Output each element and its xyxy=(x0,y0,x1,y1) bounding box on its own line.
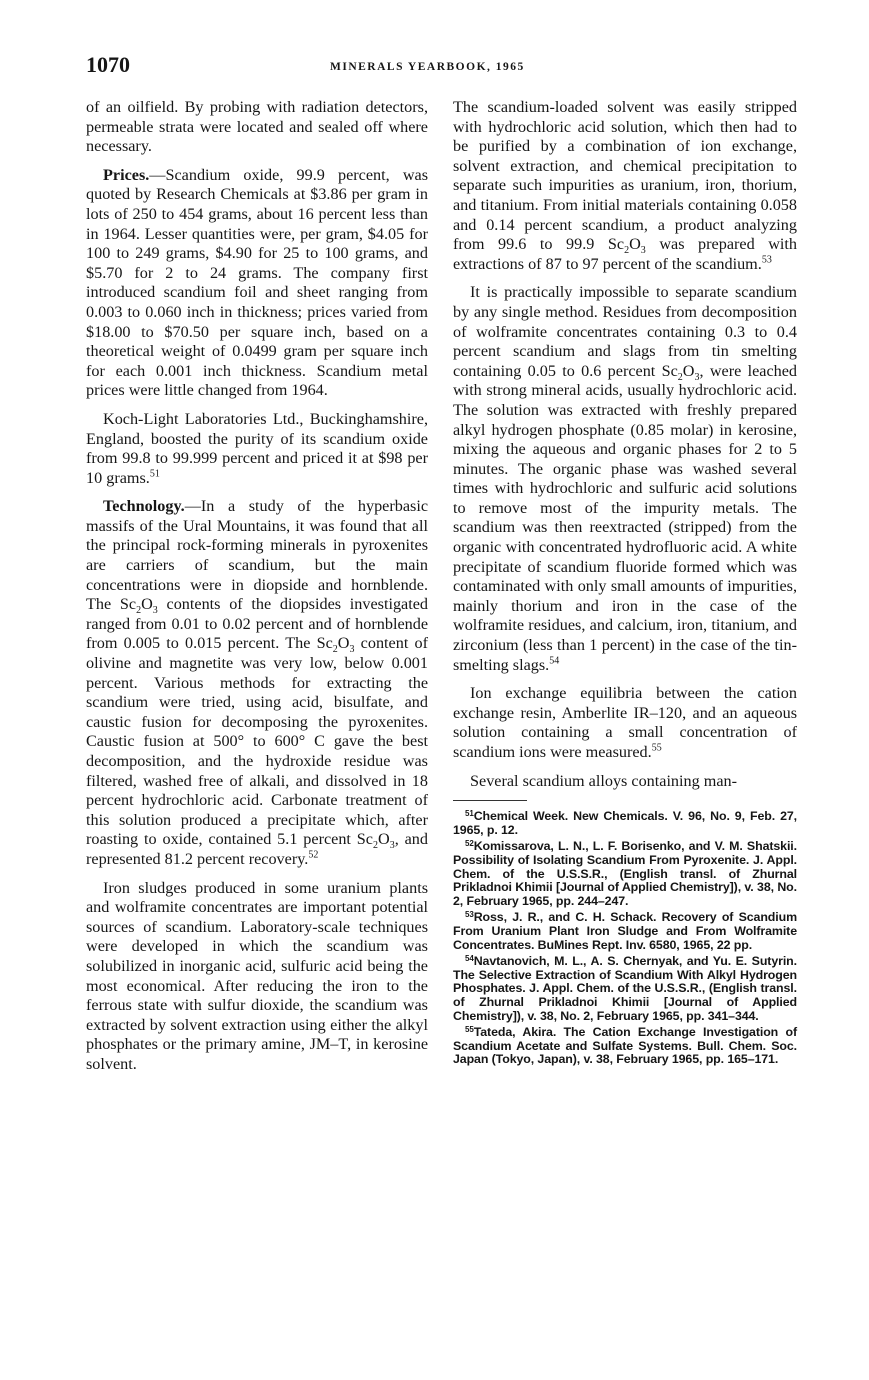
paragraph-separation xyxy=(453,283,797,675)
footnote-number: 51 xyxy=(465,809,474,819)
ion-exchange-text: Ion exchange equilibria between the cation exchange resin, Amberlite IR–120, and an aqueous solution containing a small concentration of scandium ions were measured. xyxy=(453,684,797,761)
footnote-53 xyxy=(453,908,797,952)
koch-text: Koch-Light Laboratories Ltd., Buckinghamshire, England, boosted the purity of its scandium oxide from 99.8 to 99.999 percent and priced it at $98 per 10 grams. xyxy=(86,409,428,487)
separation-text-b: O xyxy=(682,361,695,380)
technology-text-d: O xyxy=(337,634,350,653)
subscript-3: 3 xyxy=(694,371,700,383)
stripped-text-a: The scandium-loaded solvent was easily stripped with hydrochloric acid solution, which then had to be purified by a combination of ion exchange, solvent extraction, and chemical precipitation to separate such impurities as uranium, iron, thorium, and titanium. From initial materials containing 0.058 and 0.14 percent scandium, a product analyzing from 99.6 to 99.9 Sc xyxy=(453,98,797,254)
running-head: MINERALS YEARBOOK, 1965 xyxy=(330,61,525,73)
footnote-text: Komissarova, L. N., L. F. Borisenko, and V. M. Shatskii. Possibility of Isolating Scandium From Pyroxenite. J. Appl. Chem. of the U.S.S.R., (English transl. of Zhurnal Prikladnoi Khimii [Journal of Applied Chemistry]), v. 38, No. 2, February 1965, pp. 244–247. xyxy=(453,839,797,908)
technology-text-e: content of olivine and magnetite was very low, below 0.001 percent. Various methods for extracting the scandium were tried, using acid, bisulfate, and caustic fusion for decomposing the pyroxenites. Caustic fusion at 500° to 600° C gave the best decomposition, and the hydroxide residue was filtered, washed free of alkali, and dissolved in 18 percent hydrochloric acid. Carbonate treatment of this solution produced a precipitate which, after roasting to oxide, contained 5.1 percent Sc xyxy=(86,634,428,849)
footnote-divider xyxy=(453,800,527,801)
subscript-2: 2 xyxy=(624,245,630,257)
right-column xyxy=(453,98,797,1067)
paragraph-oilfield: of an oilfield. By probing with radiation detectors, permeable strata were located and sealed off where necessary. xyxy=(86,98,428,156)
prices-heading: Prices. xyxy=(103,165,150,184)
left-column xyxy=(86,98,428,1084)
subscript-3: 3 xyxy=(389,840,395,852)
paragraph-technology xyxy=(86,497,428,869)
subscript-2: 2 xyxy=(136,605,142,617)
page-number: 1070 xyxy=(86,52,130,77)
separation-text-c: , were leached with strong mineral acids, usually hydrochloric acid. The solution was extracted with freshly prepared alkyl hydrogen phosphate (0.85 molar) in kerosine, mixing the aqueous and organic phases for 2 to 5 minutes. The organic phase was washed several times with hydrochloric and sulfuric acid solutions to remove most of the impurity metals. The scandium was then reextracted (stripped) from the organic with concentrated hydrofluoric acid. A white precipitate of scandium fluoride formed which was contaminated with only small amounts of impurities, mainly thorium and iron in the case of the wolframite residues, and calcium, iron, titanium, and zirconium (less than 1 percent) in the case of the tin-smelting slags. xyxy=(453,361,797,674)
paragraph-iron-sludges: Iron sludges produced in some uranium plants and wolframite concentrates are important potential sources of scandium. Laboratory-scale techniques were developed in which the scandium was solubilized in inorganic acid, sulfuric acid being the most economical. After reducing the iron to the ferrous state with sulfur dioxide, the scandium was extracted by solvent extraction using either the alkyl phosphates or the primary amine, JM–T, in kerosine solvent. xyxy=(86,878,428,1073)
stripped-text-b: O xyxy=(629,235,641,254)
footnote-ref-55: 55 xyxy=(651,742,662,754)
paragraph-ion-exchange xyxy=(453,684,797,762)
footnote-54 xyxy=(453,952,797,1023)
paragraph-koch-light xyxy=(86,410,428,488)
footnote-text: Ross, J. R., and C. H. Schack. Recovery of Scandium From Uranium Plant Iron Sludge and From Wolframite Concentrates. BuMines Rept. Inv. 6580, 1965, 22 pp. xyxy=(453,910,797,952)
footnote-ref-53: 53 xyxy=(761,254,772,266)
footnote-number: 55 xyxy=(465,1025,474,1035)
footnote-ref-52: 52 xyxy=(308,849,319,861)
separation-text-a: It is practically impossible to separate scandium by any single method. Residues from decomposition of wolframite concentrates containing 0.3 to 0.4 percent scandium and slags from tin smelting containing 0.05 to 0.6 percent Sc xyxy=(453,283,797,380)
footnote-text: Tateda, Akira. The Cation Exchange Investigation of Scandium Acetate and Sulfate Systems. Bull. Chem. Soc. Japan (Tokyo, Japan), v. 38, February 1965, pp. 165–171. xyxy=(453,1025,797,1067)
subscript-2: 2 xyxy=(332,644,338,656)
paragraph-alloys: Several scandium alloys containing man- xyxy=(470,771,738,790)
footnote-51 xyxy=(453,807,797,837)
footnote-52 xyxy=(453,837,797,908)
technology-text-b: O xyxy=(141,595,153,614)
subscript-2: 2 xyxy=(373,840,378,852)
footnote-55 xyxy=(453,1023,797,1067)
technology-text-c: contents of the diopsides investigated ranged from 0.01 to 0.02 percent and of hornblende from 0.005 to 0.015 percent. The Sc xyxy=(86,595,429,653)
subscript-3: 3 xyxy=(640,245,646,257)
footnote-text: Navtanovich, M. L., A. S. Chernyak, and Yu. E. Sutyrin. The Selective Extraction of Scandium With Alkyl Hydrogen Phosphates. J. Appl. Chem. of the U.S.S.R., (English transl. of Zhurnal Prikladnoi Khimii [Journal of Applied Chemistry]), v. 38, No. 2, February 1965, pp. 341–344. xyxy=(453,954,797,1023)
footnote-text: Chemical Week. New Chemicals. V. 96, No. 9, Feb. 27, 1965, p. 12. xyxy=(453,809,797,837)
footnote-number: 53 xyxy=(465,910,474,920)
footnote-ref-51: 51 xyxy=(149,468,160,480)
paragraph-prices xyxy=(86,166,428,401)
technology-heading: Technology. xyxy=(103,497,185,516)
footnote-ref-54: 54 xyxy=(549,655,560,667)
technology-text-g: , and represented 81.2 percent recovery. xyxy=(86,830,428,868)
stripped-text-c: was prepared with extractions of 87 to 97 percent of the scandium. xyxy=(453,235,798,273)
subscript-3: 3 xyxy=(349,644,355,656)
paragraph-stripped-solvent xyxy=(453,98,797,274)
footnotes xyxy=(453,807,797,1067)
footnote-number: 52 xyxy=(465,839,474,849)
technology-text-a: —In a study of the hyperbasic massifs of the Ural Mountains, it was found that all the principal rock-forming minerals in pyroxenites are carriers of scandium, but the main concentrations were in diopside and hornblende. The Sc xyxy=(86,497,428,614)
footnote-number: 54 xyxy=(465,954,474,964)
subscript-2: 2 xyxy=(677,371,683,383)
technology-text-f: O xyxy=(378,830,390,849)
prices-text: —Scandium oxide, 99.9 percent, was quoted by Research Chemicals at $3.86 per gram in lots of 250 to 454 grams, about 16 percent less than in 1964. Lesser quantities were, per gram, $4.05 for 100 to 249 grams, $4.90 for 25 to 100 grams, and $5.70 for 2 to 24 grams. The company first introduced scandium foil and sheet ranging from 0.003 to 0.060 inch in thickness; prices varied from $18.00 to $70.50 per square inch, based on a theoretical weight of 0.0499 gram per square inch for each 0.001 inch thickness. Scandium metal prices were little changed from 1964. xyxy=(86,165,428,400)
subscript-3: 3 xyxy=(152,605,158,617)
